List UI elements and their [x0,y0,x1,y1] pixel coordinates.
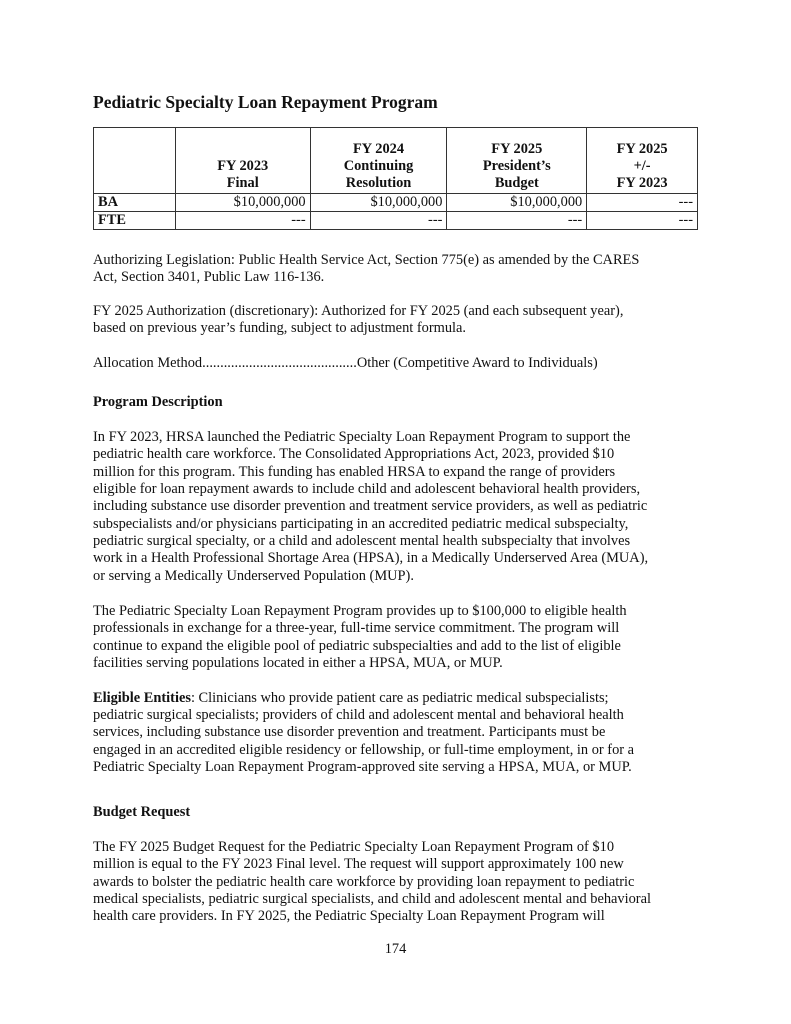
table-cell: $10,000,000 [310,194,447,212]
authorizing-legislation: Authorizing Legislation: Public Health Service Act, Section 775(e) as amended by the CARES [93,252,640,268]
table-header-fy2025-diff: FY 2025 +/- FY 2023 [587,128,698,194]
paragraph-line: In FY 2023, HRSA launched the Pediatric Specialty Loan Repayment Program to support the [93,429,631,445]
allocation-leader-dots: ........................................... [202,355,357,371]
table-cell: --- [587,194,698,212]
authorization-text: FY 2025 Authorization (discretionary): Authorized for FY 2025 (and each subsequent year), [93,303,624,319]
paragraph-line: The Pediatric Specialty Loan Repayment Program provides up to $100,000 to eligible health [93,603,627,619]
paragraph-line: pediatric health care workforce. The Consolidated Appropriations Act, 2023, provided $10 [93,446,615,462]
table-header-fy2023-final: FY 2023 Final [175,128,310,194]
row-label-ba: BA [94,194,176,212]
page-number: 174 [384,941,407,957]
paragraph-line: professionals in exchange for a three-year, full-time service commitment. The program will [93,620,620,636]
allocation-value: Other (Competitive Award to Individuals) [356,355,598,371]
allocation-label: Allocation Method [93,355,203,371]
paragraph-line: health care providers. In FY 2025, the Pediatric Specialty Loan Repayment Program will [93,908,605,924]
table-header-row [94,128,698,194]
table-row [94,212,698,230]
paragraph-line: facilities serving populations located in either a HPSA, MUA, or MUP. [93,655,503,671]
paragraph-line: pediatric surgical specialists; providers of child and adolescent mental and behavioral health [93,707,624,723]
authorization-text: based on previous year’s funding, subject to adjustment formula. [93,320,467,336]
table-row [94,194,698,212]
paragraph-line: awards to bolster the pediatric health care workforce by providing loan repayment to pediatric [93,874,635,890]
paragraph-line: million is equal to the FY 2023 Final level. The request will support approximately 100 new [93,856,624,872]
paragraph-line: million for this program. This funding has enabled HRSA to expand the range of providers [93,464,616,480]
budget-table [93,127,698,230]
eligible-entities-label: Eligible Entities [93,690,191,706]
paragraph-line: eligible for loan repayment awards to include child and adolescent behavioral health providers, [93,481,641,497]
paragraph-line: Pediatric Specialty Loan Repayment Program-approved site serving a HPSA, MUA, or MUP. [93,759,632,775]
allocation-method [93,354,598,372]
table-cell: --- [175,212,310,230]
paragraph-line: subspecialists and/or physicians participating in an accredited pediatric medical subspecialty, [93,516,629,532]
table-cell: --- [587,212,698,230]
table-header-fy2025-pb: FY 2025 President’s Budget [447,128,587,194]
paragraph-line: including substance use disorder prevention and treatment service providers, as well as pediatric [93,498,648,514]
authorizing-legislation: Act, Section 3401, Public Law 116-136. [93,269,325,285]
row-label-fte: FTE [94,212,176,230]
paragraph-line: The FY 2025 Budget Request for the Pediatric Specialty Loan Repayment Program of $10 [93,839,615,855]
program-description-heading: Program Description [93,394,223,410]
table-header-blank [94,128,176,194]
table-cell: $10,000,000 [175,194,310,212]
paragraph-line: services, including substance use disorder prevention and treatment. Participants must be [93,724,606,740]
table-cell: --- [447,212,587,230]
section-title: Pediatric Specialty Loan Repayment Program [93,92,438,112]
budget-request-heading: Budget Request [93,804,191,820]
paragraph-line: engaged in an accredited eligible residency or fellowship, or full-time employment, in or for a [93,742,635,758]
eligible-entities-line [93,689,609,707]
paragraph-line: medical specialists, pediatric surgical specialists, and child and adolescent mental and behavioral [93,891,651,907]
table-header-fy2024-cr: FY 2024 Continuing Resolution [310,128,447,194]
paragraph-line: or serving a Medically Underserved Population (MUP). [93,568,414,584]
table-cell: $10,000,000 [447,194,587,212]
paragraph-line: pediatric surgical specialty, or a child and adolescent mental health subspecialty that involves [93,533,631,549]
paragraph-line: work in a Health Professional Shortage Area (HPSA), in a Medically Underserved Area (MUA), [93,550,649,566]
eligible-entities-text: : Clinicians who provide patient care as pediatric medical subspecialists; [190,690,609,706]
table-cell: --- [310,212,447,230]
paragraph-line: continue to expand the eligible pool of pediatric subspecialties and add to the list of eligible [93,638,621,654]
